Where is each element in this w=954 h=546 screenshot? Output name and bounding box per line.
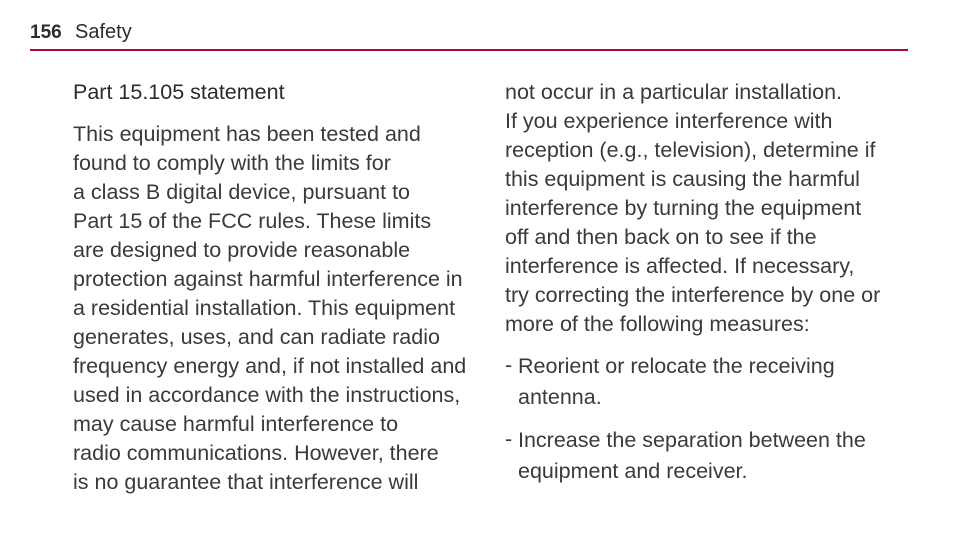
text-line: found to comply with the limits for [73,151,391,175]
page-number: 156 [30,22,62,43]
bullet-dash: - [505,353,513,377]
text-line: If you experience interference with [505,109,833,133]
left-column [73,78,483,497]
bullet-item-increase-separation [505,425,915,487]
left-paragraph [73,120,483,497]
text-line: a class B digital device, pursuant to [73,180,411,204]
text-line: radio communications. However, there [73,441,439,465]
text-line: interference by turning the equipment [505,196,862,220]
text-line: a residential installation. This equipment [73,296,456,320]
bullet-line: antenna. [518,385,602,409]
bullet-line: Reorient or relocate the receiving [518,354,835,378]
right-column [505,78,915,487]
text-line: are designed to provide reasonable [73,238,411,262]
text-line: protection against harmful interference in [73,267,463,291]
text-line: may cause harmful interference to [73,412,399,436]
text-line: Part 15 of the FCC rules. These limits [73,209,432,233]
text-line: interference is affected. If necessary, [505,254,855,278]
section-heading: Part 15.105 statement [73,80,285,104]
header-divider [30,49,908,51]
text-line: more of the following measures: [505,312,810,336]
bullet-line: Increase the separation between the [518,428,866,452]
text-line: generates, uses, and can radiate radio [73,325,440,349]
bullet-line: equipment and receiver. [518,459,748,483]
text-line: used in accordance with the instructions, [73,383,461,407]
text-line: off and then back on to see if the [505,225,817,249]
text-line: frequency energy and, if not installed and [73,354,467,378]
text-line: is no guarantee that interference will [73,470,419,494]
text-line: this equipment is causing the harmful [505,167,860,191]
text-line: try correcting the interference by one or [505,283,881,307]
right-paragraph [505,78,915,339]
text-line: not occur in a particular installation. [505,80,843,104]
page-header [30,18,908,48]
bullet-item-reorient [505,351,915,413]
section-title: Safety [75,21,132,43]
text-line: reception (e.g., television), determine if [505,138,876,162]
text-line: This equipment has been tested and [73,122,421,146]
bullet-dash: - [505,427,513,451]
